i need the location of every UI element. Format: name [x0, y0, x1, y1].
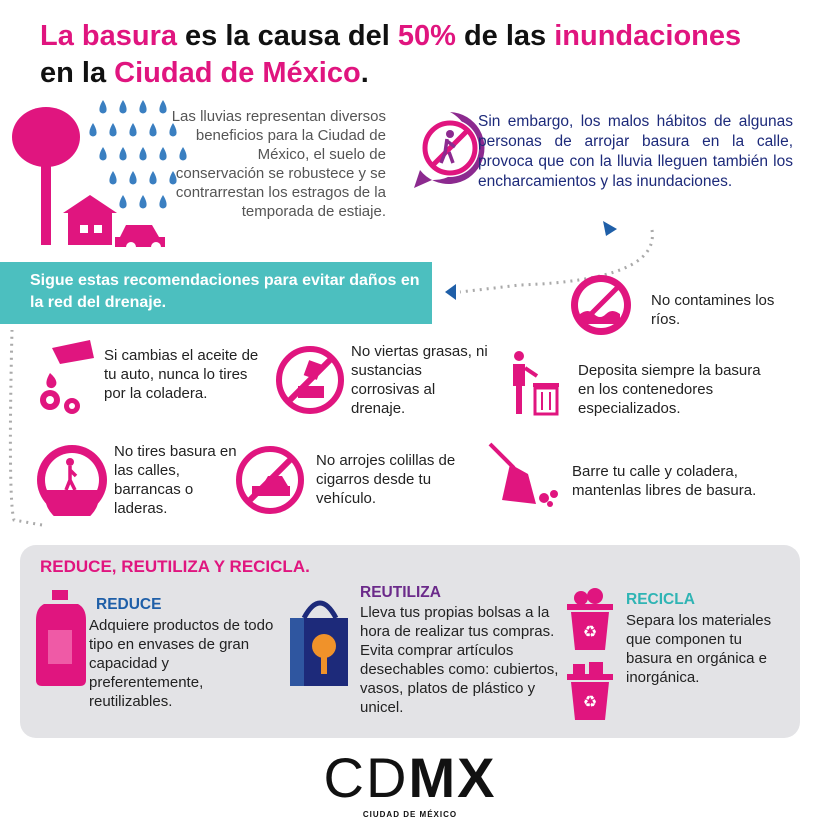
cdmx-logo [300, 748, 520, 808]
page-title [40, 18, 800, 92]
reutiliza-text: Lleva tus propias bolsas a la hora de realizar tus compras. Evita comprar artículos desechables como: cubiertos, vasos, platos de plástico y unicel. [360, 604, 559, 716]
logo-mx: MX [408, 746, 497, 809]
svg-text:♻: ♻ [582, 694, 598, 711]
no-littering-icon [412, 108, 488, 194]
reutiliza-heading: REUTILIZA [360, 584, 441, 601]
title-highlight-percent: 50% [397, 20, 456, 52]
oil-can-icon [30, 338, 98, 420]
however-paragraph: Sin embargo, los malos hábitos de algunas personas de arrojar basura en la calle, provoca que con la lluvia lleguen también los encharcamientos y las inundaciones. [478, 113, 793, 190]
reduce-text: Adquiere productos de todo tipo en envases de gran capacidad y preferentemente, reutilizables. [89, 617, 274, 710]
title-text: . [360, 57, 369, 89]
trash-deposit-icon [505, 350, 563, 418]
tip-aceite: Si cambias el aceite de tu auto, nunca lo tires por la coladera. [104, 347, 259, 402]
tip-rios: No contamines los ríos. [651, 292, 775, 328]
reduce-heading: REDUCE [96, 596, 162, 613]
recicla-heading: RECICLA [626, 591, 695, 608]
tip-contenedores: Deposita siempre la basura en los contenedores especializados. [578, 362, 761, 417]
no-grease-icon [276, 346, 344, 414]
tip-grasas: No viertas grasas, ni sustancias corrosivas al drenaje. [351, 343, 488, 417]
tip-colillas: No arrojes colillas de cigarros desde tu vehículo. [316, 452, 456, 507]
reusable-bag-icon [284, 594, 354, 690]
three-r-title: REDUCE, REUTILIZA Y RECICLA. [40, 557, 310, 576]
no-litter-street-icon [36, 444, 108, 516]
title-highlight-ciudad: Ciudad de México [114, 57, 361, 89]
recycle-bins-icon [563, 588, 617, 722]
recommend-heading: Sigue estas recomendaciones para evitar daños en la red del drenaje. [30, 272, 420, 311]
tip-barre: Barre tu calle y coladera, mantenlas libres de basura. [572, 463, 757, 499]
recicla-text: Separa los materiales que componen tu basura en orgánica e inorgánica. [626, 612, 772, 686]
svg-text:♻: ♻ [582, 624, 598, 641]
arrow-left-icon [445, 284, 456, 300]
no-cigarettes-icon [236, 446, 304, 514]
title-text: en la [40, 57, 115, 89]
title-text: es la causa del [177, 20, 398, 52]
broom-icon [486, 440, 562, 512]
cdmx-logo-subtitle: CIUDAD DE MÉXICO [362, 810, 458, 819]
no-pollute-rivers-icon [570, 274, 632, 336]
logo-cd: CD [323, 746, 409, 809]
title-text: de las [455, 20, 555, 52]
title-highlight-basura: La basura [40, 20, 177, 52]
title-highlight-inundaciones: inundaciones [554, 20, 742, 52]
detergent-bottle-icon [36, 590, 88, 686]
intro-paragraph: Las lluvias representan diversos beneficios para la Ciudad de México, el suelo de conservación se robustece y se contrarrestan los estragos de la temporada de estiaje. [171, 108, 386, 220]
tip-calles: No tires basura en las calles, barrancas o laderas. [114, 443, 237, 517]
arrow-right-icon [603, 221, 617, 236]
